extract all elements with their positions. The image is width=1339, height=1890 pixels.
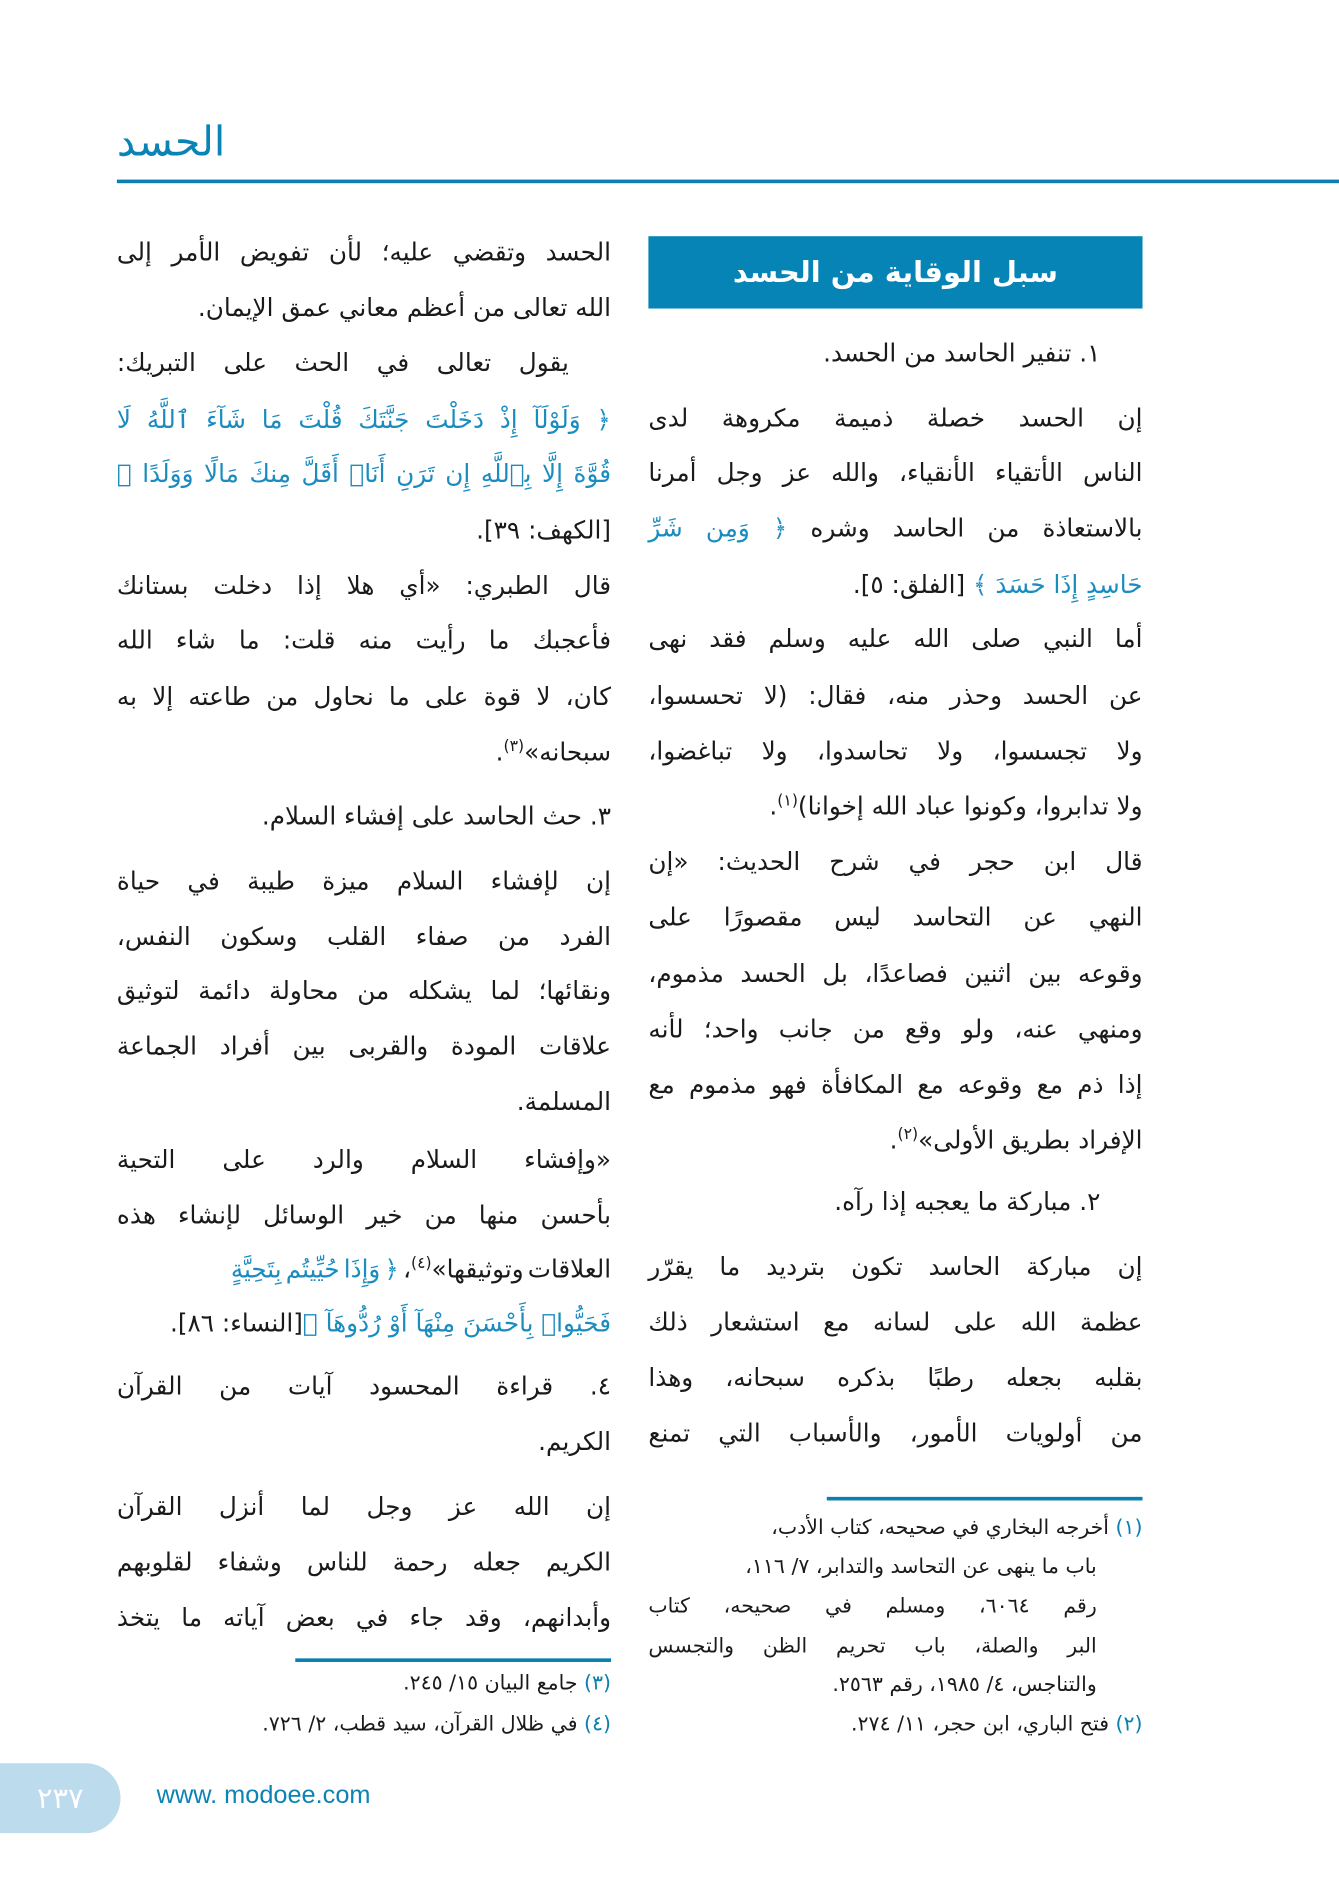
text-line [117, 1485, 611, 1528]
footnote-line [648, 1550, 1096, 1584]
text-segment: المسلمة. [516, 1087, 612, 1117]
text-segment: عن الحسد وحذر منه، فقال: (لا تحسسوا، [648, 680, 1143, 710]
text-segment: أما النبي صلى الله عليه وسلم فقد نهى [648, 624, 1143, 654]
page-number-tab [0, 1763, 121, 1833]
text-line [648, 785, 1142, 828]
text-line [648, 617, 1142, 660]
text-segment: باب ما ينهى عن التحاسد والتدابر، ٧/ ١١٦، [745, 1554, 1097, 1579]
text-line [117, 286, 611, 329]
text-line [117, 730, 611, 773]
quran-verse: قُوَّةَ إِلَّا بِٱللَّهِ إِن تَرَنِ أَنَا۠ أَقَلَّ مِنكَ مَالًا وَوَلَدًا ﴾ [116, 459, 612, 489]
footnote-line [648, 1629, 1096, 1663]
footnote-reference[interactable]: (٢) [897, 1125, 919, 1144]
text-segment: إن مباركة الحاسد تكون بترديد ما يقرّر [648, 1252, 1143, 1282]
text-segment: سبحانه» [524, 737, 612, 767]
text-line [648, 1008, 1142, 1051]
text-segment: من أولويات الأمور، والأسباب التي تمنع [648, 1418, 1143, 1448]
chapter-header-title: الحسد [116, 118, 226, 167]
footnote-reference[interactable]: (١) [777, 792, 798, 811]
footnote-line [648, 1511, 1142, 1545]
footnote-line [648, 1590, 1096, 1624]
text-segment: فتح الباري، ابن حجر، ١١/ ٢٧٤. [851, 1712, 1116, 1737]
text-segment: . [889, 1125, 898, 1155]
text-line [117, 509, 611, 552]
text-segment: فأعجبك ما رأيت منه قلت: ما شاء الله [116, 625, 612, 655]
text-segment: الإفراد بطريق الأولى» [918, 1125, 1143, 1155]
text-line [648, 563, 1142, 606]
text-line [117, 341, 569, 384]
text-line [117, 1193, 611, 1236]
text-line [117, 564, 611, 607]
text-segment: الناس الأتقياء الأنقياء، والله عز وجل أمرنا [648, 457, 1143, 487]
text-line [117, 618, 611, 661]
text-segment: إذا ذم مع وقوعه مع المكافأة فهو مذموم مع [648, 1070, 1143, 1100]
text-segment: . [769, 791, 778, 821]
text-segment: بالاستعاذة من الحاسد وشره [787, 513, 1143, 543]
page-number: ٢٣٧ [36, 1781, 84, 1816]
footnote-divider-left [295, 1658, 611, 1662]
text-line [117, 452, 611, 495]
text-line [648, 1063, 1142, 1106]
footnote-reference[interactable]: (٣) [503, 737, 525, 756]
footnote-line [117, 1667, 611, 1701]
text-segment: أخرجه البخاري في صحيحه، كتاب الأدب، [771, 1516, 1116, 1541]
section-title: سبل الوقاية من الحسد [732, 255, 1059, 290]
text-segment: ، [398, 1254, 412, 1284]
text-segment: وأبدانهم، وقد جاء في بعض آياته ما يتخذ [116, 1602, 612, 1632]
footnote-reference[interactable]: (٤) [411, 1254, 432, 1273]
text-line [117, 398, 611, 441]
text-segment: يقول تعالى في الحث على التبريك: [116, 348, 569, 378]
footnote-divider-right [827, 1497, 1143, 1501]
text-segment: في ظلال القرآن، سيد قطب، ٢/ ٧٢٦. [262, 1712, 585, 1737]
text-line [117, 1596, 611, 1639]
text-segment: عظمة الله على لسانه مع استشعار ذلك [648, 1307, 1143, 1337]
text-segment: وقوعه بين اثنين فصاعدًا، بل الحسد مذموم، [648, 959, 1143, 989]
text-line [117, 969, 611, 1012]
text-line [117, 1302, 611, 1345]
text-line [648, 331, 1100, 374]
text-line [648, 840, 1142, 883]
text-line [648, 1118, 1142, 1161]
text-segment: «وإفشاء السلام والرد على التحية [116, 1144, 612, 1174]
footnote-number: (٢) [1115, 1712, 1143, 1737]
text-line [117, 1138, 611, 1181]
footnote-line [117, 1708, 611, 1742]
text-segment: إن لإفشاء السلام ميزة طيبة في حياة [116, 866, 612, 896]
text-segment: الله تعالى من أعظم معاني عمق الإيمان. [197, 292, 612, 322]
text-segment: البر والصلة، باب تحريم الظن والتجسس [648, 1634, 1097, 1659]
footnote-line [648, 1668, 1096, 1702]
text-line [648, 952, 1142, 995]
text-segment: النهي عن التحاسد ليس مقصورًا على [648, 902, 1143, 932]
website-link[interactable]: www. modoee.com [156, 1781, 371, 1810]
quran-verse: ﴿ وَمِن شَرِّ [648, 513, 788, 543]
text-segment: رقم ٦٠٦٤، ومسلم في صحيحه، كتاب [648, 1594, 1097, 1619]
text-line [648, 397, 1142, 440]
text-segment: [الفلق: ٥]. [852, 570, 973, 599]
text-segment: إن الحسد خصلة ذميمة مكروهة لدى [648, 403, 1143, 433]
header-divider [117, 180, 1339, 184]
text-segment: قال الطبري: «أي هلا إذا دخلت بستانك [116, 571, 612, 601]
text-line [117, 1080, 611, 1123]
text-segment: ٢. مباركة ما يعجبه إذا رآه. [834, 1187, 1101, 1217]
text-line [117, 1364, 611, 1407]
footnote-number: (٣) [584, 1671, 612, 1696]
quran-verse: فَحَيُّوا۟ بِأَحْسَنَ مِنْهَآ أَوْ رُدُّوهَآ ﴾ [302, 1308, 612, 1338]
text-line [117, 1024, 611, 1067]
text-segment: الكريم جعله رحمة للناس وشفاء لقلوبهم [116, 1547, 612, 1577]
text-segment: قال ابن حجر في شرح الحديث: «إن [648, 847, 1143, 877]
text-segment: ٤. قراءة المحسود آيات من القرآن [116, 1371, 612, 1401]
text-segment: بأحسن منها من خير الوسائل لإنشاء هذه [116, 1200, 612, 1230]
text-segment: إن الله عز وجل لما أنزل القرآن [116, 1492, 612, 1521]
text-line [648, 895, 1142, 938]
text-segment: ولا تجسسوا، ولا تحاسدوا، ولا تباغضوا، [648, 736, 1143, 766]
text-segment: ومنهي عنه، ولو وقع من جانب واحد؛ لأنه [648, 1014, 1143, 1044]
text-line [117, 1540, 611, 1583]
text-line [117, 230, 611, 273]
text-segment: الحسد وتقضي عليه؛ لأن تفويض الأمر إلى [116, 237, 612, 267]
text-line [648, 729, 1142, 772]
text-segment: بقلبه بجعله رطبًا بذكره سبحانه، وهذا [648, 1363, 1143, 1393]
text-line [648, 451, 1142, 494]
text-segment: علاقات المودة والقربى بين أفراد الجماعة [116, 1031, 612, 1061]
footnote-number: (١) [1115, 1516, 1143, 1541]
text-segment: . [495, 737, 504, 767]
footnote-number: (٤) [584, 1712, 612, 1737]
footnote-line [648, 1708, 1142, 1742]
text-line [117, 794, 611, 837]
text-line [117, 1420, 611, 1463]
text-segment: كان، لا قوة على ما نحاول من طاعته إلا به [116, 682, 612, 712]
text-segment: العلاقات وتوثيقها» [431, 1254, 612, 1284]
quran-verse: حَاسِدٍ إِذَا حَسَدَ ﴾ [972, 570, 1143, 599]
text-line [648, 1245, 1142, 1288]
quran-verse: ﴿ وَإِذَا حُيِّيتُم بِتَحِيَّةٍ [230, 1254, 399, 1284]
text-segment: ولا تدابروا، وكونوا عباد الله إخوانا) [797, 791, 1143, 821]
text-line [648, 1300, 1142, 1343]
text-line [119, 1247, 611, 1290]
text-segment: [الكهف: ٣٩]. [476, 515, 612, 545]
section-title-box [648, 236, 1142, 308]
text-line [117, 859, 611, 902]
text-line [648, 674, 1142, 717]
text-line [648, 1411, 1142, 1454]
text-segment: الفرد من صفاء القلب وسكون النفس، [116, 921, 612, 951]
text-segment: جامع البيان ١٥/ ٢٤٥. [403, 1671, 585, 1696]
text-segment: ٣. حث الحاسد على إفشاء السلام. [261, 801, 612, 831]
text-segment: والتناجس، ٤/ ١٩٨٥، رقم ٢٥٦٣. [832, 1672, 1097, 1697]
text-line [648, 1180, 1100, 1223]
text-segment: ونقائها؛ لما يشكله من محاولة دائمة لتوثيق [116, 976, 612, 1006]
text-line [648, 1356, 1142, 1399]
quran-verse: ﴿ وَلَوْلَآ إِذْ دَخَلْتَ جَنَّتَكَ قُلْتَ مَا شَآءَ ٱللَّهُ لَا [116, 404, 612, 434]
text-line [117, 915, 611, 958]
text-line [117, 675, 611, 718]
text-segment: [النساء: ٨٦]. [170, 1308, 303, 1338]
text-segment: ١. تنفير الحاسد من الحسد. [823, 338, 1101, 368]
text-segment: الكريم. [538, 1426, 612, 1456]
text-line [648, 506, 1142, 549]
